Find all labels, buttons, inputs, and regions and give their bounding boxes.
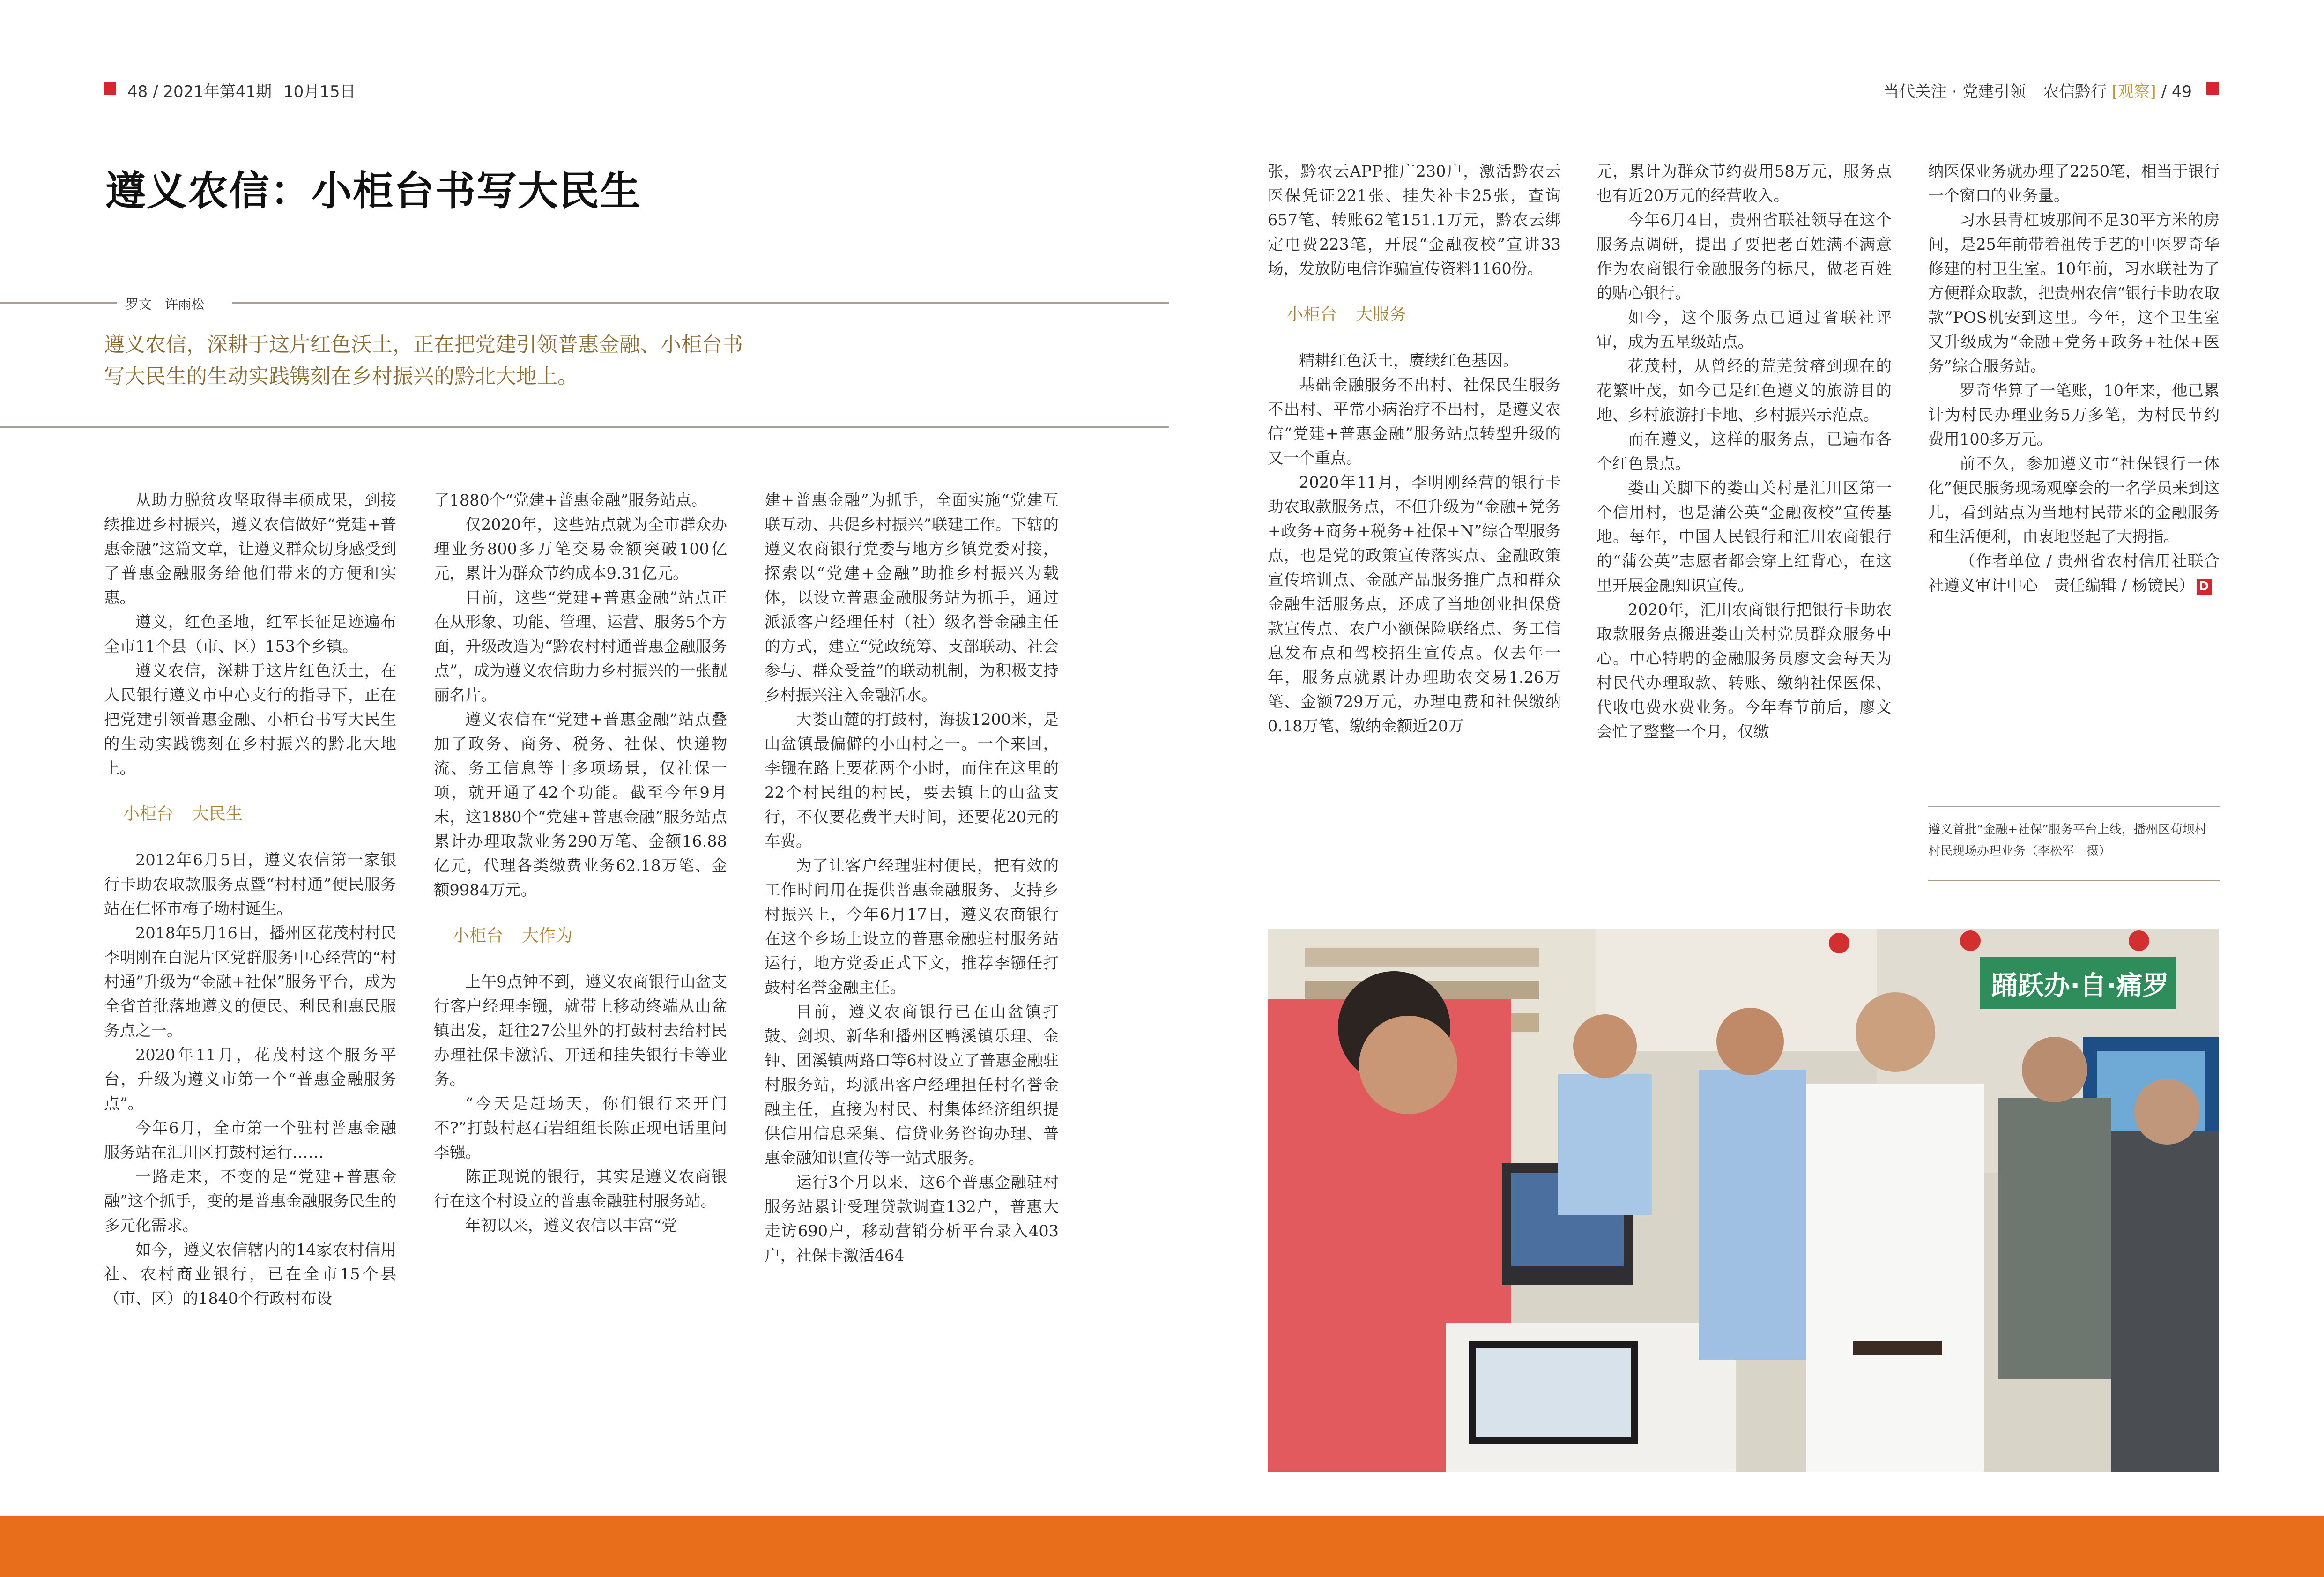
article-end-note: [1928, 549, 2220, 598]
subheading-part-b: 大服务: [1356, 305, 1407, 324]
paragraph-text: 上午9点钟不到，遵义农商银行山盆支行客户经理李镪，就带上移动终端从山盆镇出发，赶往27公里外的打鼓村去给村民办理社保卡激活、开通和挂失银行卡等业务。: [434, 973, 727, 1088]
paragraph-text: “今天是赶场天，你们银行来开门不?”打鼓村赵石岩组组长陈正现电话里问李镪。: [434, 1094, 727, 1161]
paragraph-text: 年初以来，遵义农信以丰富“党: [465, 1216, 677, 1235]
body-paragraph: [104, 610, 396, 659]
author-rule-right: [232, 302, 1169, 304]
paragraph-text: 建+普惠金融”为抓手，全面实施“党建互联互动、共促乡村振兴”联建工作。下辖的遵义农商银行党委与地方乡镇党委对接，探索以“党建+金融”助推乡村振兴为载体，以设立普惠金融服务站为抓手，通过派派客户经理任村（社）级名誉金融主任的方式，建立“党政统筹、支部联动、社会参与、群众受益”的联动机制，为积极支持乡村振兴注入金融活水。: [765, 491, 1059, 704]
column-name: 农信黔行: [2043, 82, 2107, 101]
paragraph-text: 仅2020年，这些站点就为全市群众办理业务800多万笔交易金额突破100亿元，累计为群众节约成本9.31亿元。: [434, 515, 727, 582]
body-paragraph: [434, 1213, 727, 1238]
paragraph-text: 习水县青杠坡那间不足30平方米的房间，是25年前带着祖传手艺的中医罗奇华修建的村卫生室。10年前，习水联社为了方便群众取款，把贵州农信“银行卡助农取款”POS机安到这里。今年，这个卫生室又升级成为“金融+党务+政务+社保+医务”综合服务站。: [1928, 211, 2220, 375]
body-paragraph: [1268, 470, 1561, 738]
text-column-2: [434, 488, 727, 1238]
issue-date: 10月15日: [283, 82, 356, 101]
paragraph-text: 2020年，汇川农商银行把银行卡助农取款服务点搬进娄山关村党员群众服务中心。中心特聘的金融服务员廖文会每天为村民代办理取款、转账、缴纳社保医保、代收电费水费业务。今年春节前后，廖文会忙了整整一个月，仅缴: [1596, 601, 1892, 741]
body-paragraph: [1596, 476, 1892, 598]
body-paragraph: [1596, 427, 1892, 476]
body-paragraph: [434, 970, 727, 1092]
column-tag: [观察]: [2112, 82, 2156, 101]
caption-text: 遵义首批“金融+社保”服务平台上线，播州区苟坝村村民现场办理业务: [1928, 823, 2207, 858]
body-paragraph: [104, 659, 396, 781]
body-paragraph: [765, 1170, 1059, 1268]
body-paragraph: [1268, 159, 1561, 281]
paragraph-text: 如今，这个服务点已通过省联社评审，成为五星级站点。: [1596, 308, 1892, 351]
body-paragraph: [1596, 159, 1892, 208]
paragraph-text: 2012年6月5日，遵义农信第一家银行卡助农取款服务点暨“村村通”便民服务站在仁怀市梅子坳村诞生。: [104, 851, 396, 918]
body-paragraph: [434, 513, 727, 586]
header-right-marker: [2206, 82, 2219, 95]
header-left-marker: [104, 82, 116, 95]
article-title: 遵义农信：小柜台书写大民生: [105, 167, 641, 215]
paragraph-text: 罗奇华算了一笔账，10年来，他已累计为村民办理业务5万多笔，为村民节约费用100多万元。: [1928, 381, 2220, 448]
paragraph-text: 前不久，参加遵义市“社保银行一体化”便民服务现场观摩会的一名学员来到这儿，看到站点为当地村民带来的金融服务和生活便利，由衷地竖起了大拇指。: [1928, 454, 2220, 546]
section-name: 当代关注 · 党建引领: [1883, 82, 2026, 101]
body-paragraph: [434, 707, 727, 902]
text-column-6: [1928, 159, 2220, 598]
issue-number: 2021年第41期: [163, 82, 272, 101]
header-separator: /: [153, 82, 158, 101]
paragraph-text: 元，累计为群众节约费用58万元，服务点也有近20万元的经营收入。: [1596, 162, 1892, 205]
section-subheading: [123, 802, 396, 826]
page-number-right: 49: [2171, 82, 2192, 101]
paragraph-text: 精耕红色沃土，赓续红色基因。: [1299, 351, 1519, 370]
paragraph-text: （作者单位 / 贵州省农村信用社联合社遵义审计中心 责任编辑 / 杨镜民）: [1928, 552, 2220, 595]
body-paragraph: [104, 488, 396, 610]
body-paragraph: [1928, 379, 2220, 452]
body-paragraph: [765, 488, 1059, 707]
paragraph-text: 大娄山麓的打鼓村，海拔1200米，是山盆镇最偏僻的小山村之一。一个来回，李镪在路上要花两个小时，而住在这里的22个村民组的村民，要去镇上的山盆支行，不仅要花费半天时间，还要花20元的车费。: [765, 710, 1059, 850]
paragraph-text: 娄山关脚下的娄山关村是汇川区第一个信用村，也是蒲公英“金融夜校”宣传基地。每年，中国人民银行和汇川农商银行的“蒲公英”志愿者都会穿上红背心，在这里开展金融知识宣传。: [1596, 479, 1892, 595]
paragraph-text: 花茂村，从曾经的荒芜贫瘠到现在的花繁叶茂，如今已是红色遵义的旅游目的地、乡村旅游打卡地、乡村振兴示范点。: [1596, 357, 1892, 424]
header-right: [1883, 79, 2192, 102]
section-subheading: [453, 924, 727, 948]
body-paragraph: [104, 1043, 396, 1116]
body-paragraph: [765, 854, 1059, 1000]
body-paragraph: [104, 1116, 396, 1165]
text-column-4: [1268, 159, 1561, 738]
paragraph-text: 为了让客户经理驻村便民，把有效的工作时间用在提供普惠金融服务、支持乡村振兴上，今年6月17日，遵义农商银行在这个乡场上设立的普惠金融驻村服务站运行，地方党委正式下文，推荐李镪任打鼓村名誉金融主任。: [765, 856, 1059, 997]
photo-caption: [1928, 819, 2219, 862]
body-paragraph: [1268, 373, 1561, 470]
paragraph-text: 张，黔农云APP推广230户，激活黔农云医保凭证221张、挂失补卡25张，查询657笔、转账62笔151.1万元，黔农云绑定电费223笔，开展“金融夜校”宣讲33场，发放防电信诈骗宣传资料1160份。: [1268, 162, 1561, 278]
body-paragraph: [434, 1165, 727, 1213]
header-separator-right: /: [2161, 82, 2167, 101]
body-paragraph: [1596, 208, 1892, 305]
subheading-part-a: 小柜台: [123, 804, 174, 824]
body-paragraph: [104, 1165, 396, 1238]
photo-banner-text: 踊跃办·自·痛罗: [1991, 971, 2169, 1001]
subheading-part-a: 小柜台: [1286, 305, 1337, 324]
paragraph-text: 目前，遵义农商银行已在山盆镇打鼓、剑坝、新华和播州区鸭溪镇乐理、金钟、团溪镇两路口等6村设立了普惠金融驻村服务站，均派出客户经理担任村名誉金融主任，直接为村民、村集体经济组织提供信用信息采集、信贷业务咨询办理、普惠金融知识宣传等一站式服务。: [765, 1003, 1059, 1167]
body-paragraph: [1268, 349, 1561, 373]
author-rule-left: [0, 302, 117, 304]
page-number-left: 48: [127, 82, 148, 101]
caption-rule-top: [1928, 806, 2220, 807]
header-left: [127, 79, 356, 102]
body-paragraph: [104, 1238, 396, 1311]
bottom-color-band: [0, 1516, 2324, 1577]
body-paragraph: [104, 921, 396, 1043]
section-subheading: [1286, 303, 1561, 327]
text-column-3: [765, 488, 1059, 1268]
paragraph-text: 遵义，红色圣地，红军长征足迹遍布全市11个县（市、区）153个乡镇。: [104, 613, 396, 655]
subheading-part-b: 大作为: [522, 926, 573, 945]
paragraph-text: 从助力脱贫攻坚取得丰硕成果，到接续推进乡村振兴，遵义农信做好“党建+普惠金融”这篇文章，让遵义群众切身感受到了普惠金融服务给他们带来的方便和实惠。: [104, 491, 396, 607]
body-paragraph: [104, 848, 396, 921]
caption-credit: （李松军 摄）: [2026, 844, 2111, 858]
paragraph-text: 基础金融服务不出村、社保民生服务不出村、平常小病治疗不出村，是遵义农信“党建+普惠金融”服务站点转型升级的又一个重点。: [1268, 376, 1561, 467]
article-authors: 罗文 许雨松: [126, 297, 205, 312]
body-paragraph: [434, 586, 727, 707]
text-column-5: [1596, 159, 1892, 744]
body-paragraph: [1928, 159, 2220, 208]
subheading-part-b: 大民生: [192, 804, 243, 824]
paragraph-text: 陈正现说的银行，其实是遵义农商银行在这个村设立的普惠金融驻村服务站。: [434, 1168, 727, 1210]
paragraph-text: 今年6月4日，贵州省联社领导在这个服务点调研，提出了要把老百姓满不满意作为农商银行金融服务的标尺，做老百姓的贴心银行。: [1596, 211, 1892, 302]
paragraph-text: 遵义农信在“党建+普惠金融”站点叠加了政务、商务、税务、社保、快递物流、务工信息等十多项场景，仅社保一项，就开通了42个功能。截至今年9月末，这1880个“党建+普惠金融”服务站点累计办理取款业务290万笔、金额16.88亿元，代理各类缴费业务62.18万笔、金额9984万元。: [434, 710, 727, 899]
paragraph-text: 了1880个“党建+普惠金融”服务站点。: [434, 491, 707, 509]
paragraph-text: 遵义农信，深耕于这片红色沃土，在人民银行遵义市中心支行的指导下，正在把党建引领普惠金融、小柜台书写大民生的生动实践镌刻在乡村振兴的黔北大地上。: [104, 662, 396, 777]
paragraph-text: 如今，遵义农信辖内的14家农村信用社、农村商业银行，已在全市15个县（市、区）的1840个行政村布设: [104, 1241, 396, 1308]
paragraph-text: 2020年11月，花茂村这个服务平台，升级为遵义市第一个“普惠金融服务点”。: [104, 1046, 396, 1113]
paragraph-text: 2020年11月，李明刚经营的银行卡助农取款服务点，不但升级为“金融+党务+政务+商务+税务+社保+N”综合型服务点，也是党的政策宣传落实点、金融政策宣传培训点、金融产品服务推广点和群众金融生活服务点，还成了当地创业担保贷款宣传点、农户小额保险联络点、务工信息发布点和驾校招生宣传点。仅去年一年，服务点就累计办理助农交易1.26万笔、金额729万元，办理电费和社保缴纳0.18万笔、缴纳金额近20万: [1268, 473, 1561, 735]
paragraph-text: 目前，这些“党建+普惠金融”站点正在从形象、功能、管理、运营、服务5个方面，升级改造为“黔农村村通普惠金融服务点”，成为遵义农信助力乡村振兴的一张靓丽名片。: [434, 588, 727, 704]
body-paragraph: [1596, 598, 1892, 744]
text-column-1: [104, 488, 396, 1311]
subheading-part-a: 小柜台: [453, 926, 504, 945]
body-paragraph: [434, 1092, 727, 1165]
article-lead: 遵义农信，深耕于这片红色沃土，正在把党建引领普惠金融、小柜台书写大民生的生动实践镌刻在乡村振兴的黔北大地上。: [104, 333, 743, 388]
body-paragraph: [1596, 354, 1892, 427]
caption-rule-bottom: [1928, 880, 2220, 881]
paragraph-text: 而在遵义，这样的服务点，已遍布各个红色景点。: [1596, 430, 1892, 473]
end-mark-icon: D: [2197, 579, 2212, 595]
body-paragraph: [765, 707, 1059, 854]
paragraph-text: 一路走来，不变的是“党建+普惠金融”这个抓手，变的是普惠金融服务民生的多元化需求。: [104, 1168, 396, 1235]
paragraph-text: 运行3个月以来，这6个普惠金融驻村服务站累计受理贷款调查132户，普惠大走访690户，移动营销分析平台录入403户，社保卡激活464: [765, 1173, 1059, 1265]
lead-rule: [0, 426, 1169, 428]
body-paragraph: [434, 488, 727, 513]
photo-service-counter-illustration: [1268, 929, 2219, 1472]
article-photo: [1268, 929, 2219, 1472]
body-paragraph: [1596, 305, 1892, 354]
paragraph-text: 今年6月，全市第一个驻村普惠金融服务站在汇川区打鼓村运行……: [104, 1119, 396, 1161]
paragraph-text: 2018年5月16日，播州区花茂村村民李明刚在白泥片区党群服务中心经营的“村村通”升级为“金融+社保”服务平台，成为全省首批落地遵义的便民、利民和惠民服务点之一。: [104, 924, 396, 1040]
paragraph-text: 纳医保业务就办理了2250笔，相当于银行一个窗口的业务量。: [1928, 162, 2220, 205]
body-paragraph: [765, 1000, 1059, 1170]
body-paragraph: [1928, 452, 2220, 549]
body-paragraph: [1928, 208, 2220, 379]
